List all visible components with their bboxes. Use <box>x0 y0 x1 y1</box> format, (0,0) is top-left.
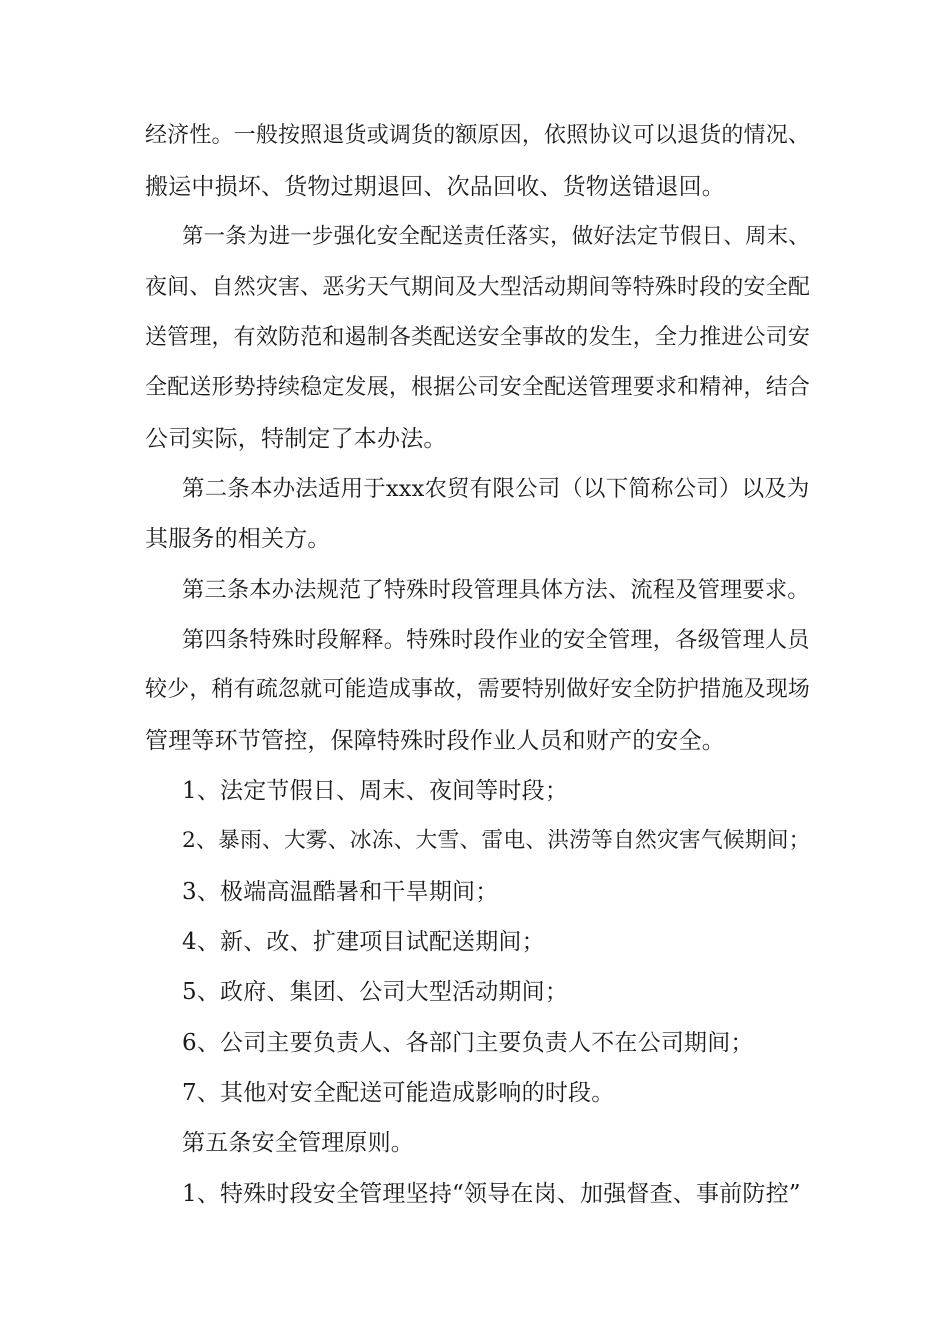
text-line: 公司实际，特制定了本办法。 <box>145 426 447 452</box>
list-item: 7、其他对安全配送可能造成影响的时段。 <box>182 1080 615 1106</box>
text-line: 第四条特殊时段解释。特殊时段作业的安全管理，各级管理人员 <box>182 627 810 653</box>
list-item: 2、暴雨、大雾、冰冻、大雪、雷电、洪涝等自然灾害气候期间； <box>182 828 811 853</box>
text-line: 第三条本办法规范了特殊时段管理具体方法、流程及管理要求。 <box>182 577 810 603</box>
text-line: 较少，稍有疏忽就可能造成事故，需要特别做好安全防护措施及现场 <box>145 677 811 702</box>
text-line: 第五条安全管理原则。 <box>182 1130 414 1156</box>
list-item: 3、极端高温酷暑和干旱期间； <box>182 879 499 905</box>
list-item: 5、政府、集团、公司大型活动期间； <box>182 979 569 1005</box>
text-line: 第一条为进一步强化安全配送责任落实，做好法定节假日、周末、 <box>182 224 810 249</box>
text-line: 经济性。一般按照退货或调货的额原因，依照协议可以退货的情况、 <box>145 123 811 148</box>
text-line: 第二条本办法适用于xxx农贸有限公司（以下简称公司）以及为 <box>182 476 810 502</box>
text-line: 夜间、自然灾害、恶劣天气期间及大型活动期间等特殊时段的安全配 <box>145 275 811 300</box>
list-item: 4、新、改、扩建项目试配送期间； <box>182 929 545 955</box>
list-item: 6、公司主要负责人、各部门主要负责人不在公司期间； <box>182 1030 754 1056</box>
text-line: 全配送形势持续稳定发展，根据公司安全配送管理要求和精神，结合 <box>145 375 811 400</box>
text-line: 其服务的相关方。 <box>145 526 331 552</box>
text-line: 搬运中损坏、货物过期退回、次品回收、货物送错退回。 <box>145 174 725 200</box>
list-item: 1、特殊时段安全管理坚持“领导在岗、加强督查、事前防控” <box>182 1181 801 1207</box>
list-item: 1、法定节假日、周末、夜间等时段； <box>182 778 569 804</box>
text-line: 管理等环节管控，保障特殊时段作业人员和财产的安全。 <box>145 728 725 754</box>
text-line: 送管理，有效防范和遏制各类配送安全事故的发生，全力推进公司安 <box>145 325 811 350</box>
